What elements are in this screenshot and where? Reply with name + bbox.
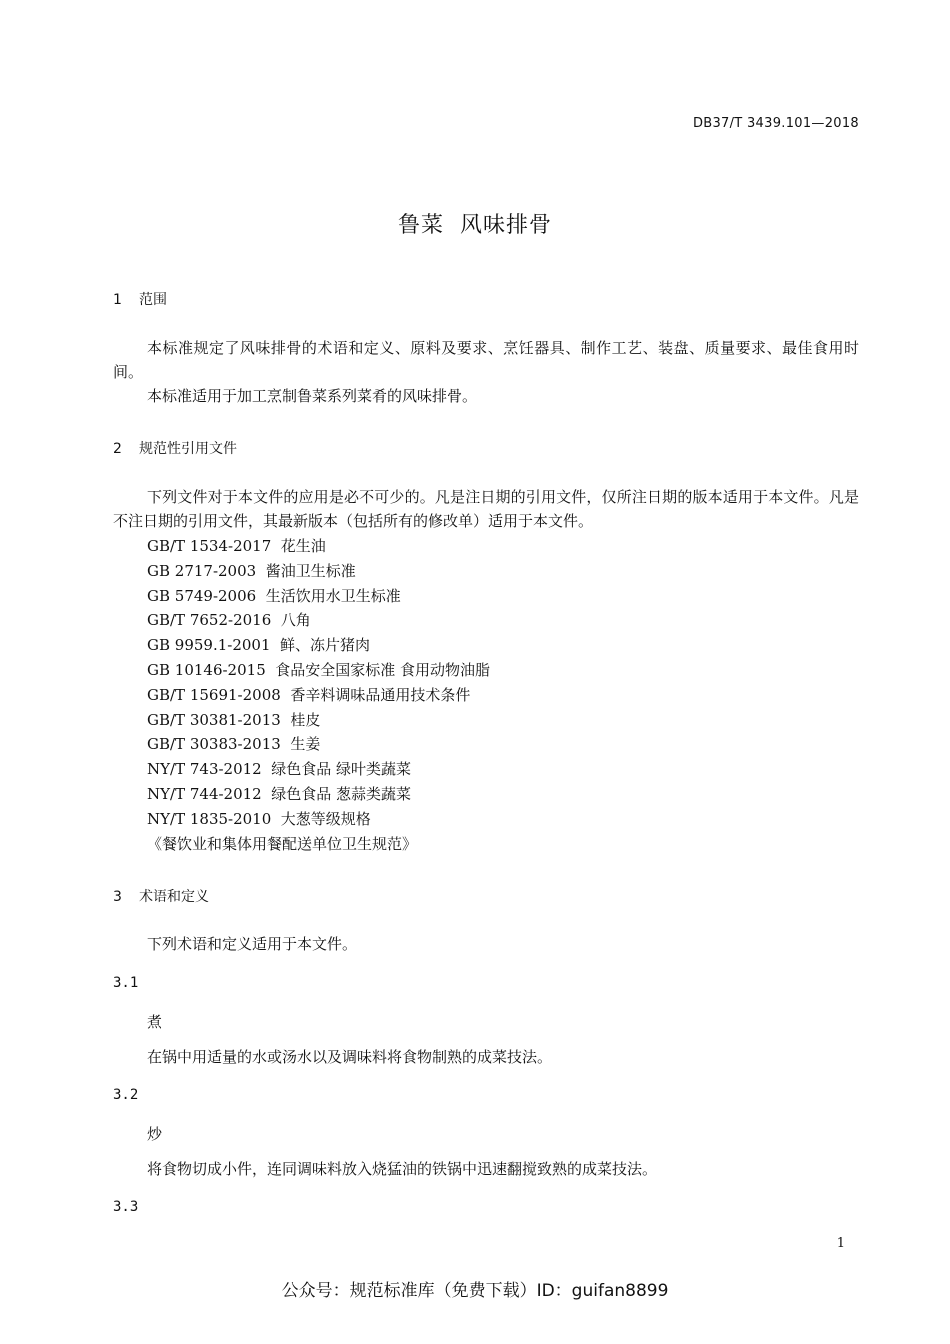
reference-item: GB/T 30381-2013 桂皮 xyxy=(147,710,321,729)
section-number: 1 xyxy=(113,292,122,308)
scope-paragraphs xyxy=(113,336,859,408)
paragraph: 本标准规定了风味排骨的术语和定义、原料及要求、烹饪器具、制作工艺、装盘、质量要求、最佳食用时间。 xyxy=(113,339,859,381)
section-title: 术语和定义 xyxy=(139,889,209,905)
section-number: 3 xyxy=(113,889,122,905)
page-number: 1 xyxy=(836,1236,845,1251)
reference-item: GB 10146-2015 食品安全国家标准 食用动物油脂 xyxy=(147,660,491,679)
term-definition: 将食物切成小件，连同调味料放入烧猛油的铁锅中迅速翻搅致熟的成菜技法。 xyxy=(147,1160,658,1178)
section-heading-scope xyxy=(113,289,167,309)
section-heading-terms xyxy=(113,886,209,906)
reference-item: GB/T 15691-2008 香辛料调味品通用技术条件 xyxy=(147,685,471,704)
term-name: 炒 xyxy=(147,1125,163,1143)
normative-intro xyxy=(113,485,859,533)
reference-item: GB 2717-2003 酱油卫生标准 xyxy=(147,561,356,580)
footer-watermark: 公众号：规范标准库（免费下载）ID：guifan8899 xyxy=(281,1281,669,1301)
paragraph: 本标准适用于加工烹制鲁菜系列菜肴的风味排骨。 xyxy=(147,387,478,405)
reference-item: NY/T 744-2012 绿色食品 葱蒜类蔬菜 xyxy=(147,784,412,803)
reference-item: GB/T 7652-2016 八角 xyxy=(147,611,311,630)
reference-item: GB/T 30383-2013 生姜 xyxy=(147,735,321,754)
term-definition: 在锅中用适量的水或汤水以及调味料将食物制熟的成菜技法。 xyxy=(147,1048,553,1066)
document-code: DB37/T 3439.101—2018 xyxy=(692,116,859,131)
reference-item: NY/T 743-2012 绿色食品 绿叶类蔬菜 xyxy=(147,760,412,779)
section-title: 范围 xyxy=(139,292,167,308)
reference-item: GB/T 1534-2017 花生油 xyxy=(147,537,326,555)
terms-intro xyxy=(113,932,859,956)
clause-number: 3.3 xyxy=(113,1199,139,1215)
section-number: 2 xyxy=(113,441,122,457)
clause-number: 3.2 xyxy=(113,1087,139,1103)
reference-item: GB 9959.1-2001 鲜、冻片猪肉 xyxy=(147,636,371,655)
clause-number: 3.1 xyxy=(113,975,139,991)
term-name: 煮 xyxy=(147,1013,163,1031)
section-title: 规范性引用文件 xyxy=(139,441,237,457)
document-title: 鲁菜 风味排骨 xyxy=(398,213,552,238)
paragraph: 下列文件对于本文件的应用是必不可少的。凡是注日期的引用文件，仅所注日期的版本适用于本文件。凡是不注日期的引用文件，其最新版本（包括所有的修改单）适用于本文件。 xyxy=(113,488,859,530)
reference-item: NY/T 1835-2010 大葱等级规格 xyxy=(147,809,371,828)
paragraph: 下列术语和定义适用于本文件。 xyxy=(147,935,358,953)
section-heading-normative xyxy=(113,438,237,458)
reference-item: GB 5749-2006 生活饮用水卫生标准 xyxy=(147,586,401,605)
reference-list xyxy=(147,534,490,856)
reference-item: 《餐饮业和集体用餐配送单位卫生规范》 xyxy=(147,834,418,853)
